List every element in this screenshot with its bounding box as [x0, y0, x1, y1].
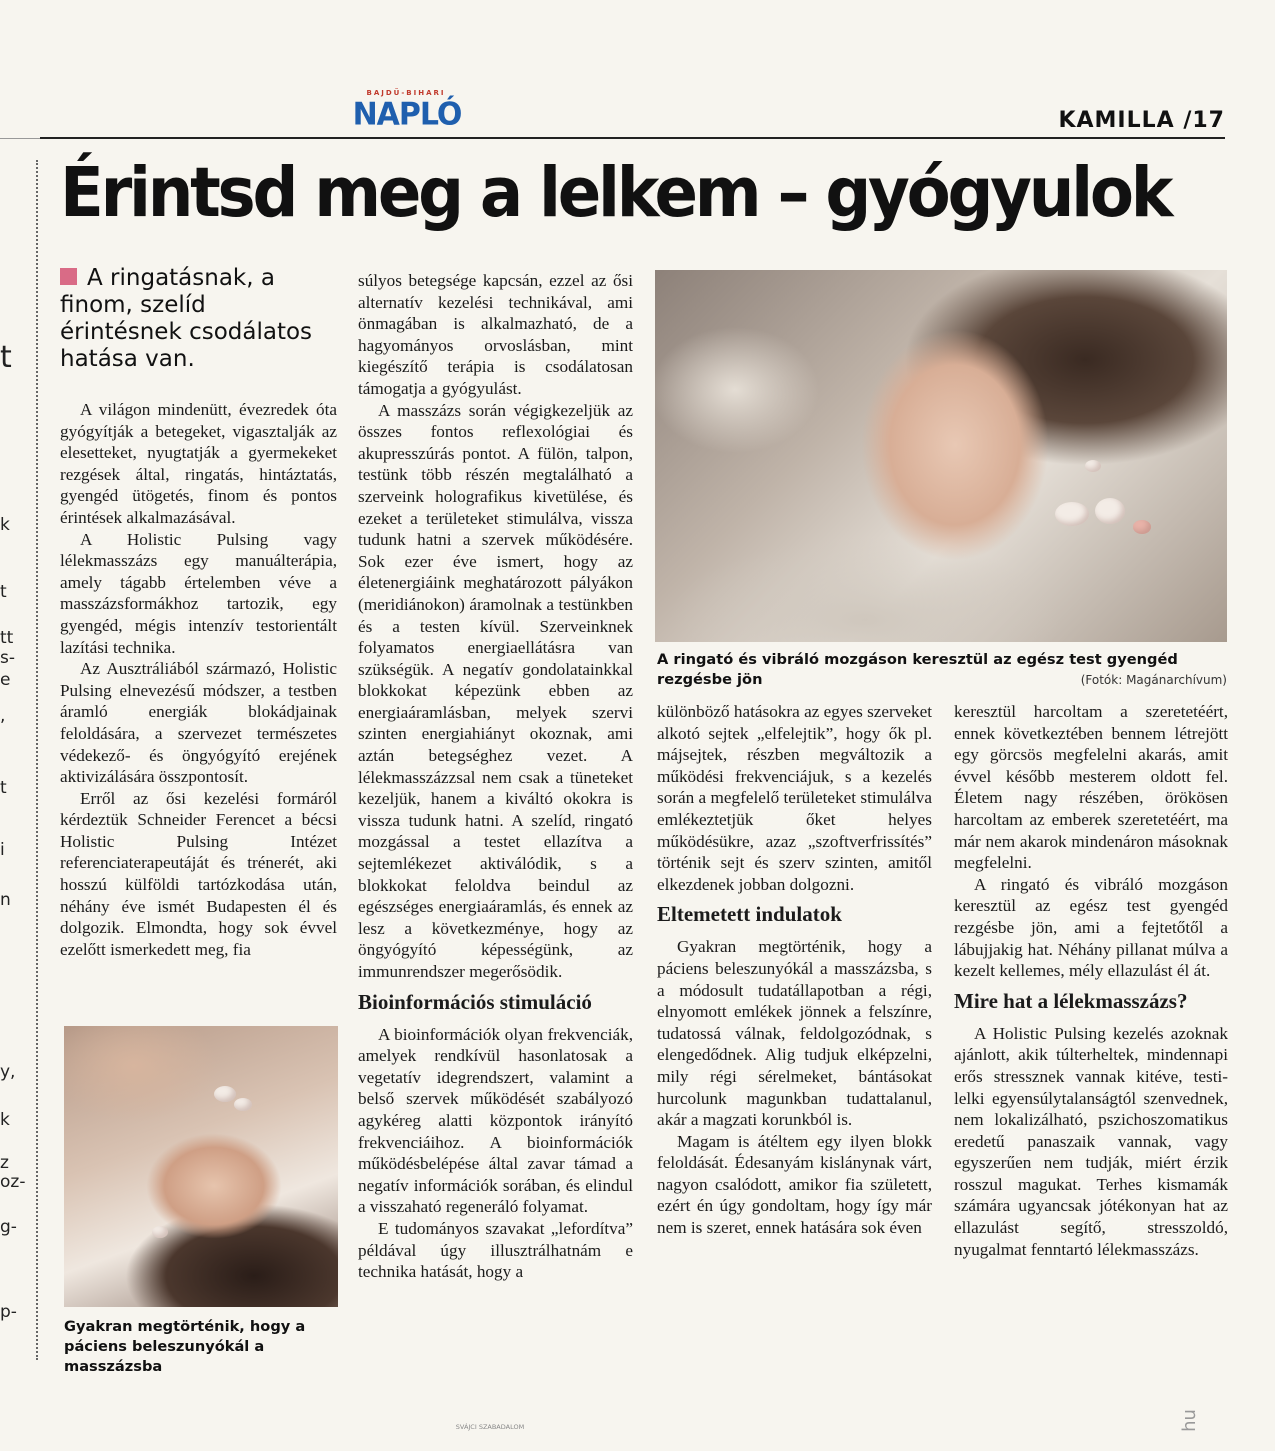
- column-1: [60, 399, 337, 960]
- petal-icon: [234, 1098, 252, 1111]
- petal-icon: [1085, 460, 1101, 472]
- col3-paragraph: Magam is átéltem egy ilyen blokk feloldását. Édesanyám kislánynak várt, nagyon csalódott, amikor fia született, ezért én úgy gondoltam, hogy így már nem is szeret, ennek hatására sok éven: [657, 1131, 932, 1238]
- photo-main-caption: A ringató és vibráló mozgáson keresztül az egész test gyengéd rezgésbe jön: [657, 651, 1178, 688]
- margin-fragment: t: [0, 340, 12, 375]
- corner-mark: hu: [1178, 1409, 1200, 1432]
- margin-fragment: p-: [0, 1302, 17, 1322]
- photo-credit: (Fotók: Magánarchívum): [1080, 673, 1227, 687]
- margin-fragment: oz-: [0, 1172, 26, 1192]
- masthead-logo: NAPLÓ: [352, 96, 462, 133]
- col2-paragraph: súlyos betegsége kapcsán, ezzel az ősi alternatív kezelési technikával, ami önmagában is alkalmazható, de a hagyományos orvoslásban, mint kiegészítő terápia is csodálatosan támogatja a gyógyulást.: [358, 271, 633, 398]
- photo-small-caption: Gyakran megtörténik, hogy a páciens beleszunyókál a masszázsba: [64, 1318, 306, 1375]
- footer-stamp: SVÁJCI SZABADALOM: [455, 1423, 525, 1431]
- header-rule-left: [0, 138, 40, 139]
- margin-fragment: e: [0, 670, 11, 690]
- margin-fragment: g-: [0, 1217, 17, 1237]
- margin-fragment: k: [0, 515, 10, 535]
- massage-photo-main: [655, 270, 1227, 642]
- col4-paragraph: A Holistic Pulsing kezelés azoknak ajánlott, akik túlterheltek, mindennapi erős stressznek vannak kitéve, testi-lelki egyensúlytalanságtól szenvednek, nem lokalizálható, pszichoszomatikus eredetű panaszaik vannak, vagy egyszerűen nem tudják, miért érzik rosszul magukat. Terhes kismamák számára ugyancsak jótékonyan hat az ellazulást segítő, stresszoldó, nyugalmat fenntartó lélekmasszázs.: [954, 1023, 1228, 1259]
- masthead-subtitle: BAJDŰ-BIHARI: [366, 89, 446, 97]
- massage-photo-small: [64, 1026, 338, 1307]
- lead-paragraph: [60, 265, 320, 373]
- petal-icon: [214, 1086, 236, 1102]
- subheading-mire-hat: Mire hat a lélekmasszázs?: [954, 988, 1188, 1013]
- margin-fragment: t: [0, 778, 7, 798]
- petal-icon: [152, 1226, 168, 1238]
- header-rule: [40, 137, 1225, 139]
- column-4: [954, 701, 1228, 1260]
- col2-paragraph: A bioinformációk olyan frekvenciák, amelyek rendkívül hasonlatosak a vegetatív idegrendszert, valamint a belső szervek működését szabályozó agykéreg alatti központok irányító frekvenciáihoz. A bioinformációk működésbelépése által zavar támad a negatív információk sorában, és elindul a visszaható regeneráló folyamat.: [358, 1024, 633, 1217]
- petal-icon: [1095, 498, 1125, 524]
- col1-paragraph: Az Ausztráliából származó, Holistic Pulsing elnevezésű módszer, a testben áramló energiák blokádjainak feloldására, a szervezet természetes védekező- és öngyógyító erejének aktivizálására összpontosít.: [60, 659, 337, 787]
- margin-fragment: t: [0, 582, 7, 602]
- column-2: [358, 270, 633, 1283]
- page-fold-line: [36, 160, 38, 1360]
- subheading-bioinformacios: Bioinformációs stimuláció: [358, 989, 592, 1014]
- col4-paragraph: A ringató és vibráló mozgáson keresztül az egész test gyengéd rezgésbe jön, ami a fejtetőtől a lábujjakig hat. Néhány pillanat múlva a kezelt kellemes, mély ellazulást él át.: [954, 874, 1228, 981]
- section-label: KAMILLA /17: [1058, 108, 1225, 133]
- col4-paragraph: keresztül harcoltam a szeretetéért, ennek következtében bennem létrejött egy görcsös megfelelni akarás, amit évvel később mesterem oldott fel. Életem nagy részében, örökösen harcoltam az emberek szeretetéért, ma már nem akarok mindenáron másoknak megfelelni.: [954, 702, 1228, 873]
- col3-paragraph: Gyakran megtörténik, hogy a páciens beleszunyókál a masszázsba, s a módosult tudatállapotban a régi, elnyomott emlékek jönnek a felszínre, tudatossá válnak, feldolgozódnak, s elengedődnek. Alig tudjuk elképzelni, mily régi sérelmeket, bántásokat hurcolunk magunkban tudattalanul, akár a magzati korunkból is.: [657, 937, 932, 1130]
- margin-fragment: tt: [0, 628, 14, 648]
- petal-icon: [1133, 520, 1151, 534]
- col1-paragraph: A Holistic Pulsing vagy lélekmasszázs egy manuálterápia, amely tágabb értelemben véve a masszázsformákhoz tartozik, egy gyengéd, mégis intenzív testorientált lazítási technika.: [60, 529, 337, 657]
- col2-paragraph: A masszázs során végigkezeljük az összes fontos reflexológiai és akupresszúrás pontot. A fülön, talpon, testünk több részén megtalálható a szerveink holografikus kivetülése, és ezeket a területeket stimulálva, vissza tudunk hatni a szervek működésére. Sok ezer éve ismert, hogy az életenergiáink meghatározott pályákon (meridiánokon) áramolnak a testünkben és a testen kívül. Szerveinknek folyamatos energiaellátásra van szükségük. A negatív gondolatainkkal blokkokat képezünk ebben az energiaáramlásban, melyek szervi szinten energiahiányt okoznak, ami aztán betegséghez vezet. A lélekmasszázzsal nem csak a tüneteket kezeljük, hanem a kiváltó okokra is vissza tudunk hatni. A szelíd, ringató mozgással a testet ellazítva a sejtemlékezet aktiválódik, s a blokkokat feloldva beindul az egészséges energiaáramlás, és ennek az lesz a következménye, hogy az öngyógyító képességünk, az immunrendszer megerősödik.: [358, 400, 633, 981]
- margin-fragment: z: [0, 1153, 9, 1173]
- margin-fragment: k: [0, 1110, 10, 1130]
- margin-fragment: ,: [0, 706, 6, 726]
- subheading-eltemetett: Eltemetett indulatok: [657, 902, 842, 927]
- margin-fragment: y,: [0, 1062, 16, 1082]
- col3-paragraph: különböző hatásokra az egyes szerveket alkotó sejtek „elfelejtik”, hogy ők pl. májsejtek, részben megváltozik a működési frekvenciájuk, s a kezelés során a megfelelő területeket stimulálva emlékeztetjük őket helyes működésükre, azaz „szoftverfrissítés” történik sejt és szerv szinten, amitől elkezdenek jobban dolgozni.: [657, 702, 932, 894]
- lead-text: A ringatásnak, a finom, szelíd érintésnek csodálatos hatása van.: [60, 265, 313, 372]
- lead-square-icon: [60, 268, 77, 285]
- col1-paragraph: A világon mindenütt, évezredek óta gyógyítják a betegeket, vigasztalják az elesetteket, nyugtatják a gyermekeket rezgések által, ringatás, hintáztatás, gyengéd ütögetés, finom és pontos érintések alkalmazásával.: [60, 400, 337, 527]
- margin-fragment: n: [0, 890, 11, 910]
- margin-fragment: s-: [0, 648, 15, 668]
- headline: Érintsd meg a lelkem – gyógyulok: [60, 153, 1171, 233]
- margin-fragment: i: [0, 840, 5, 860]
- col2-paragraph: E tudományos szavakat „lefordítva” példával úgy illusztrálhatnám e technika hatását, hogy a: [358, 1218, 633, 1282]
- column-3: [657, 701, 932, 1239]
- petal-icon: [1055, 502, 1089, 526]
- col1-paragraph: Erről az ősi kezelési formáról kérdeztük Schneider Ferencet a bécsi Holistic Pulsing Intézet referenciaterapeutáját és trénerét, aki hosszú külföldi tartózkodása után, néhány éve ismét Budapesten él és dolgozik. Elmondta, hogy sok évvel ezelőtt ismerkedett meg, fia: [60, 788, 337, 959]
